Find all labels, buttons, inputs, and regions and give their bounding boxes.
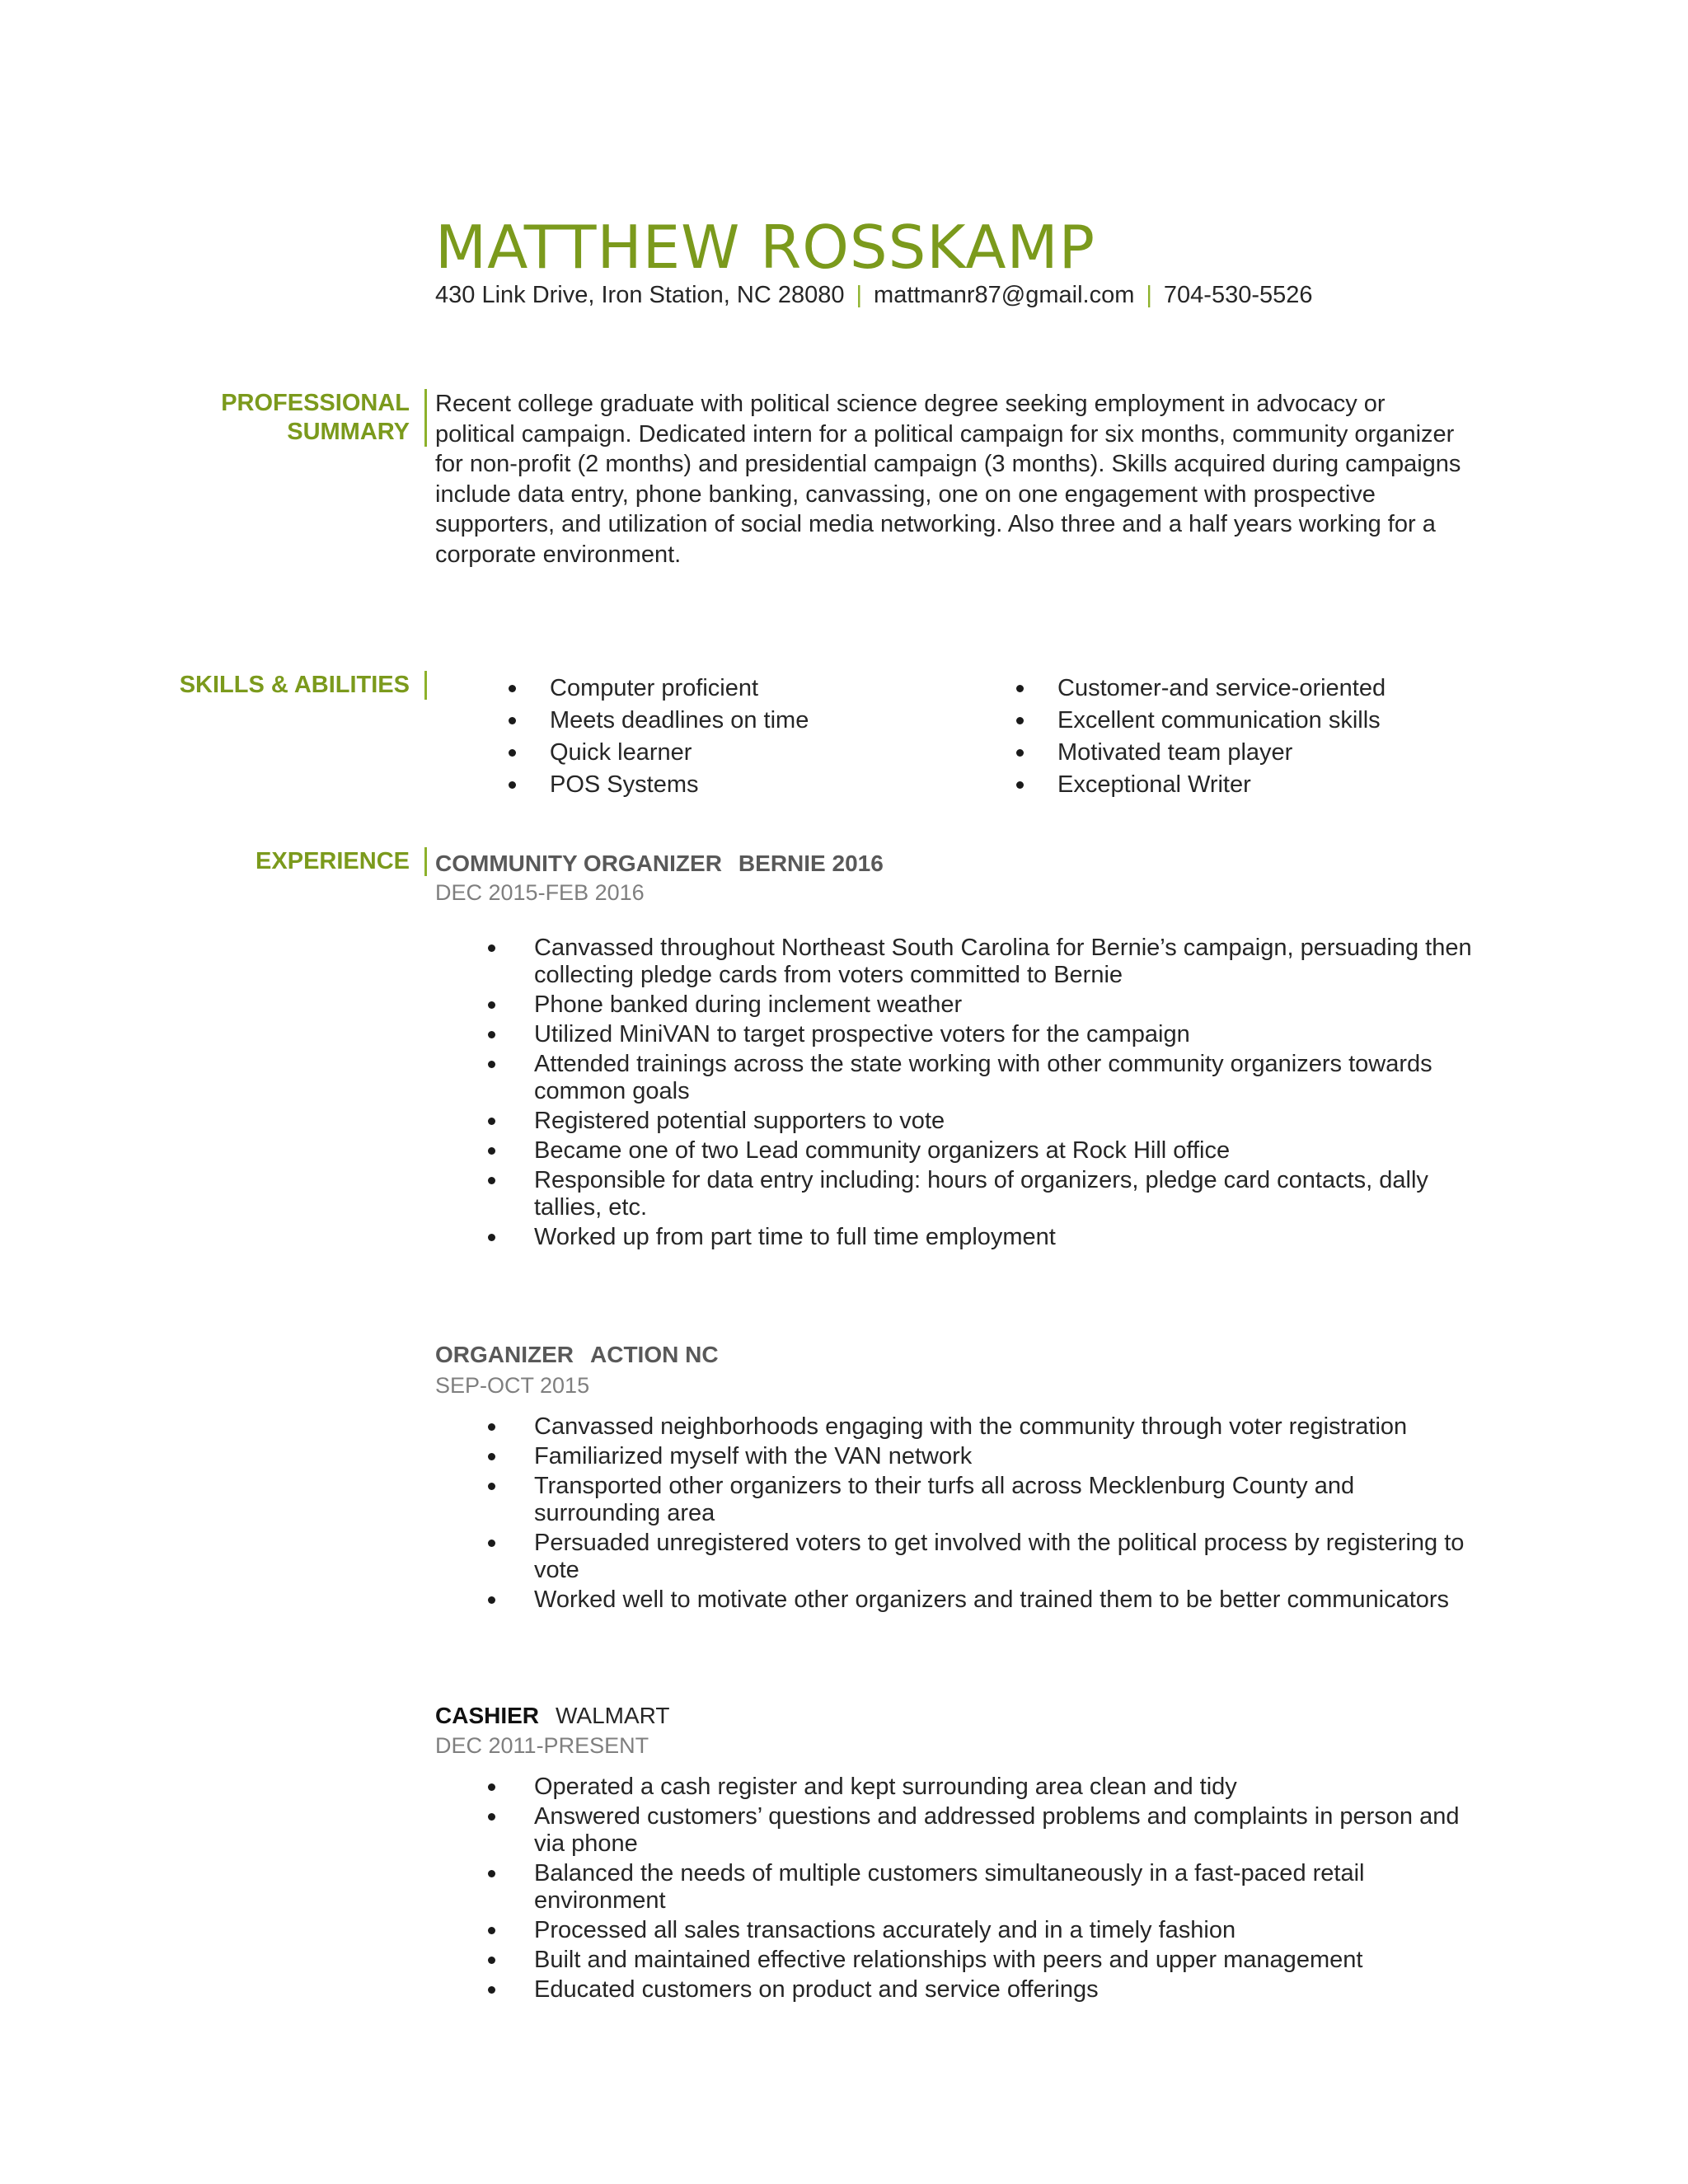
bullet-icon [488, 1061, 495, 1068]
bullet-icon [488, 1147, 495, 1155]
skill-item [550, 769, 809, 801]
bullet-icon [488, 1234, 495, 1241]
section-label-skills [180, 671, 427, 700]
skills-list-right [1057, 673, 1386, 801]
address: 430 Link Drive, Iron Station, NC 28080 [435, 282, 845, 308]
list-item-text: Utilized MiniVAN to target prospective voters for the campaign [534, 1021, 1190, 1047]
list-item-text: Exceptional Writer [1057, 771, 1251, 798]
list-item-text: Phone banked during inclement weather [534, 991, 963, 1018]
bullet-icon [488, 1870, 495, 1877]
duty-item [534, 1774, 1482, 1801]
bullet-icon [1016, 717, 1024, 724]
duty-item [534, 1413, 1482, 1441]
duty-item [534, 1224, 1482, 1251]
list-item-text: Worked up from part time to full time employment [534, 1224, 1056, 1250]
contact-separator: | [856, 282, 863, 308]
bullet-icon [509, 749, 516, 757]
bullet-icon [488, 1927, 495, 1934]
phone: 704-530-5526 [1163, 282, 1313, 308]
candidate-name: MATTHEW ROSSKAMP [435, 213, 1096, 282]
skill-item [550, 737, 809, 769]
duty-item [534, 1108, 1482, 1135]
list-item-text: Computer proficient [550, 675, 759, 701]
duty-item [534, 1051, 1482, 1105]
skill-item [550, 673, 809, 705]
contact-separator: | [1146, 282, 1152, 308]
job-org: ACTION NC [590, 1342, 719, 1367]
list-item-text: Customer-and service-oriented [1057, 675, 1386, 701]
bullet-icon [488, 1957, 495, 1964]
list-item-text: Attended trainings across the state working with other community organizers towards common goals [534, 1051, 1432, 1104]
section-label-line: PROFESSIONAL [221, 390, 410, 416]
list-item-text: Canvassed neighborhoods engaging with the community through voter registration [534, 1413, 1408, 1440]
list-item-text: Balanced the needs of multiple customers simultaneously in a fast-paced retail environment [534, 1860, 1365, 1914]
bullet-icon [488, 1001, 495, 1009]
list-item-text: Processed all sales transactions accurately and in a timely fashion [534, 1917, 1236, 1943]
bullet-icon [1016, 685, 1024, 692]
skill-item [550, 705, 809, 737]
job-org: BERNIE 2016 [738, 851, 884, 876]
duty-item [534, 1137, 1482, 1165]
bullet-icon [488, 1177, 495, 1184]
duty-item [534, 1917, 1482, 1944]
list-item-text: Meets deadlines on time [550, 707, 809, 733]
list-item-text: Motivated team player [1057, 739, 1293, 766]
list-item-text: Quick learner [550, 739, 692, 766]
duty-item [534, 1860, 1482, 1915]
list-item-text: Persuaded unregistered voters to get involved with the political process by registering to vote [534, 1530, 1465, 1583]
list-item-text: Answered customers’ questions and addressed problems and complaints in person and via phone [534, 1803, 1460, 1857]
duty-item [534, 991, 1482, 1019]
bullet-icon [509, 717, 516, 724]
bullet-icon [488, 1813, 495, 1821]
summary-text: Recent college graduate with political science degree seeking employment in advocacy or political campaign. Dedicated intern for a political campaign for six months, community organizer for non-profit (2 months) and presidential campaign (3 months). Skills acquired during campaigns include data entry, phone banking, canvassing, one on one engagement with prospective supporters, and utilization of social media networking. Also three and a half years working for a corporate environment. [435, 391, 1461, 568]
duty-item [534, 1947, 1482, 1974]
bullet-icon [488, 1783, 495, 1791]
bullet-icon [1016, 749, 1024, 757]
bullet-icon [509, 781, 516, 789]
list-item-text: Operated a cash register and kept surrounding area clean and tidy [534, 1774, 1237, 1800]
section-label-experience [256, 847, 427, 876]
job-dates: DEC 2015-FEB 2016 [435, 880, 645, 905]
list-item-text: Excellent communication skills [1057, 707, 1381, 733]
list-item-text: Worked well to motivate other organizers and trained them to be better communicators [534, 1586, 1450, 1613]
section-label-line: EXPERIENCE [256, 848, 410, 874]
list-item-text: Responsible for data entry including: hours of organizers, pledge card contacts, dally tallies, etc. [534, 1167, 1428, 1221]
list-item-text: Built and maintained effective relationships with peers and upper management [534, 1947, 1363, 1973]
job-org: WALMART [556, 1703, 670, 1728]
job-title [435, 851, 884, 877]
section-label-summary [221, 389, 427, 447]
job-role: CASHIER [435, 1703, 540, 1728]
bullet-icon [488, 1118, 495, 1125]
job-dates: SEP-OCT 2015 [435, 1373, 590, 1398]
list-item-text: Familiarized myself with the VAN network [534, 1443, 973, 1469]
bullet-icon [488, 1031, 495, 1038]
duty-item [534, 1803, 1482, 1858]
bullet-icon [1016, 781, 1024, 789]
section-label-line: SKILLS & ABILITIES [179, 672, 410, 698]
bullet-icon [488, 1596, 495, 1604]
job-title [435, 1703, 669, 1729]
skill-item [1057, 705, 1386, 737]
section-label-line: SUMMARY [287, 419, 410, 445]
duty-item [534, 1443, 1482, 1470]
job-dates: DEC 2011-PRESENT [435, 1733, 649, 1758]
bullet-icon [509, 685, 516, 692]
duty-item [534, 1976, 1482, 2004]
skill-item [1057, 769, 1386, 801]
bullet-icon [488, 1453, 495, 1460]
duty-item [534, 1021, 1482, 1048]
job-title [435, 1342, 719, 1368]
list-item-text: Transported other organizers to their turfs all across Mecklenburg County and surrounding area [534, 1473, 1355, 1526]
skill-item [1057, 673, 1386, 705]
duty-item [534, 1530, 1482, 1584]
skill-item [1057, 737, 1386, 769]
list-item-text: Canvassed throughout Northeast South Carolina for Bernie’s campaign, persuading then collecting pledge cards from voters committed to Bernie [534, 935, 1472, 988]
list-item-text: Registered potential supporters to vote [534, 1108, 945, 1134]
contact-line [435, 282, 1313, 309]
email: mattmanr87@gmail.com [874, 282, 1135, 308]
bullet-icon [488, 1986, 495, 1994]
bullet-icon [488, 1423, 495, 1431]
list-item-text: POS Systems [550, 771, 699, 798]
skills-list-left [550, 673, 809, 801]
job-duties-list [534, 1774, 1482, 2006]
duty-item [534, 1586, 1482, 1614]
duty-item [534, 1473, 1482, 1527]
job-role: COMMUNITY ORGANIZER [435, 851, 722, 876]
job-role: ORGANIZER [435, 1342, 574, 1367]
bullet-icon [488, 1540, 495, 1547]
job-duties-list [534, 935, 1482, 1254]
job-duties-list [534, 1413, 1482, 1616]
duty-item [534, 1167, 1482, 1221]
bullet-icon [488, 944, 495, 952]
list-item-text: Educated customers on product and service offerings [534, 1976, 1099, 2003]
list-item-text: Became one of two Lead community organizers at Rock Hill office [534, 1137, 1231, 1164]
bullet-icon [488, 1483, 495, 1490]
duty-item [534, 935, 1482, 989]
